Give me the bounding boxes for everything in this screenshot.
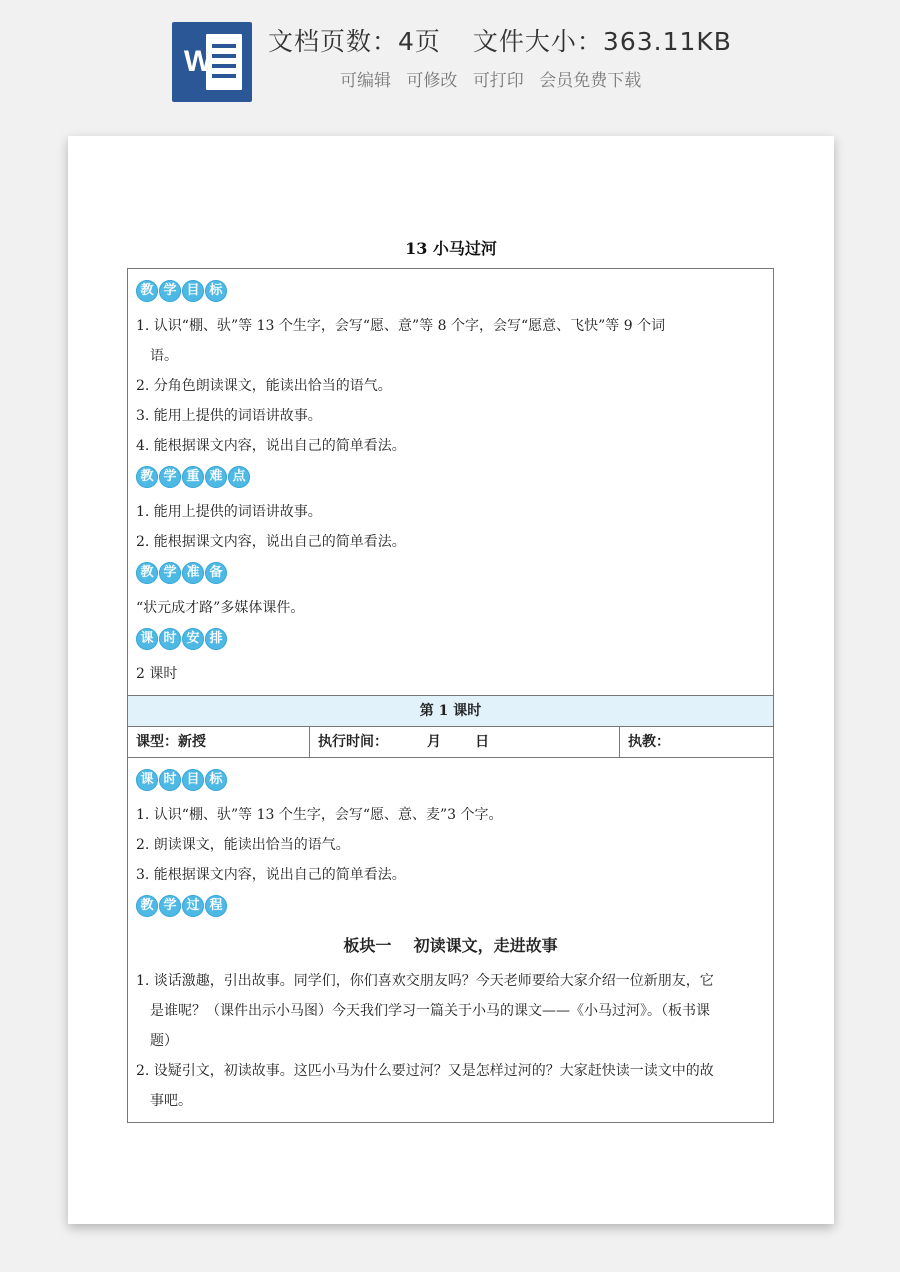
heading-char: 时 <box>159 628 181 650</box>
download-header <box>0 0 900 120</box>
block-title: 板块一 初读课文，走进故事 <box>343 936 558 955</box>
lesson-goal-line-3: 3. 能根据课文内容，说出自己的简单看法。 <box>136 867 406 883</box>
doc-meta <box>268 22 732 58</box>
goal-line-3: 3. 能用上提供的词语讲故事。 <box>136 408 322 424</box>
heading-char: 安 <box>182 628 204 650</box>
word-icon-letter: W <box>183 45 213 78</box>
process-line-1: 1. 谈话激趣，引出故事。同学们，你们喜欢交朋友吗？今天老师要给大家介绍一位新朋友，它 <box>136 973 714 989</box>
lesson-band: 第 1 课时 <box>128 695 773 727</box>
lesson-goal-line-2: 2. 朗读课文，能读出恰当的语气。 <box>136 837 350 853</box>
feature-member-download: 会员免费下载 <box>539 71 642 91</box>
section-heading-lesson-goals <box>136 766 765 794</box>
goal-line-1-cont: 语。 <box>150 348 178 364</box>
heading-char: 准 <box>182 562 204 584</box>
goal-line-1: 1. 认识“棚、驮”等 13 个生字，会写“愿、意”等 8 个字，会写“愿意、飞快”等 9 个词 <box>136 318 666 334</box>
heading-char: 教 <box>136 280 158 302</box>
heading-char: 课 <box>136 769 158 791</box>
key-point-line-1: 1. 能用上提供的词语讲故事。 <box>136 504 322 520</box>
heading-char: 目 <box>182 280 204 302</box>
heading-char: 教 <box>136 562 158 584</box>
document-page <box>68 136 834 1224</box>
teacher-cell: 执教： <box>628 734 670 750</box>
heading-char: 课 <box>136 628 158 650</box>
execution-time-cell: 执行时间： 月 日 <box>310 727 620 757</box>
process-line-2: 2. 设疑引文，初读故事。这匹小马为什么要过河？又是怎样过河的？大家赶快读一读文中的故 <box>136 1063 714 1079</box>
heading-char: 时 <box>159 769 181 791</box>
heading-char: 点 <box>228 466 250 488</box>
heading-char: 学 <box>159 895 181 917</box>
page-count-label: 文档页数：4页 <box>268 27 441 56</box>
lesson-type-cell: 课型：新授 <box>128 727 310 757</box>
process-line-1-end: 题） <box>150 1033 178 1049</box>
heading-char: 标 <box>205 769 227 791</box>
heading-char: 教 <box>136 466 158 488</box>
feature-printable: 可打印 <box>472 71 524 91</box>
section-heading-preparation <box>136 559 765 587</box>
goal-line-4: 4. 能根据课文内容，说出自己的简单看法。 <box>136 438 406 454</box>
section-heading-process <box>136 892 765 920</box>
goal-line-2: 2. 分角色朗读课文，能读出恰当的语气。 <box>136 378 392 394</box>
heading-char: 学 <box>159 280 181 302</box>
process-line-1-cont: 是谁呢？（课件出示小马图）今天我们学习一篇关于小马的课文——《小马过河》。（板书课 <box>150 1003 710 1019</box>
feature-editable: 可编辑 <box>340 71 391 91</box>
lesson-detail-sections <box>128 758 773 1122</box>
document-title: 13 小马过河 <box>405 239 497 258</box>
overview-sections <box>128 269 773 695</box>
file-size-label: 文件大小：363.11KB <box>472 27 732 56</box>
lesson-goal-line-1: 1. 认识“棚、驮”等 13 个生字，会写“愿、意、麦”3 个字。 <box>136 807 503 823</box>
section-heading-schedule <box>136 625 765 653</box>
section-heading-teaching-goals <box>136 277 765 305</box>
process-line-2-cont: 事吧。 <box>150 1093 192 1109</box>
schedule-line: 2 课时 <box>136 666 178 682</box>
key-point-line-2: 2. 能根据课文内容，说出自己的简单看法。 <box>136 534 406 550</box>
heading-char: 过 <box>182 895 204 917</box>
heading-char: 排 <box>205 628 227 650</box>
heading-char: 教 <box>136 895 158 917</box>
heading-char: 学 <box>159 562 181 584</box>
heading-char: 备 <box>205 562 227 584</box>
heading-char: 学 <box>159 466 181 488</box>
heading-char: 难 <box>205 466 227 488</box>
lesson-info-row <box>128 727 773 758</box>
heading-char: 标 <box>205 280 227 302</box>
lesson-plan-table <box>127 268 774 1123</box>
heading-char: 目 <box>182 769 204 791</box>
section-heading-key-points <box>136 463 765 491</box>
heading-char: 重 <box>182 466 204 488</box>
feature-modifiable: 可修改 <box>406 71 458 91</box>
preparation-line: “状元成才路”多媒体课件。 <box>136 600 305 616</box>
word-document-icon <box>172 22 252 102</box>
heading-char: 程 <box>205 895 227 917</box>
doc-features <box>340 66 651 91</box>
